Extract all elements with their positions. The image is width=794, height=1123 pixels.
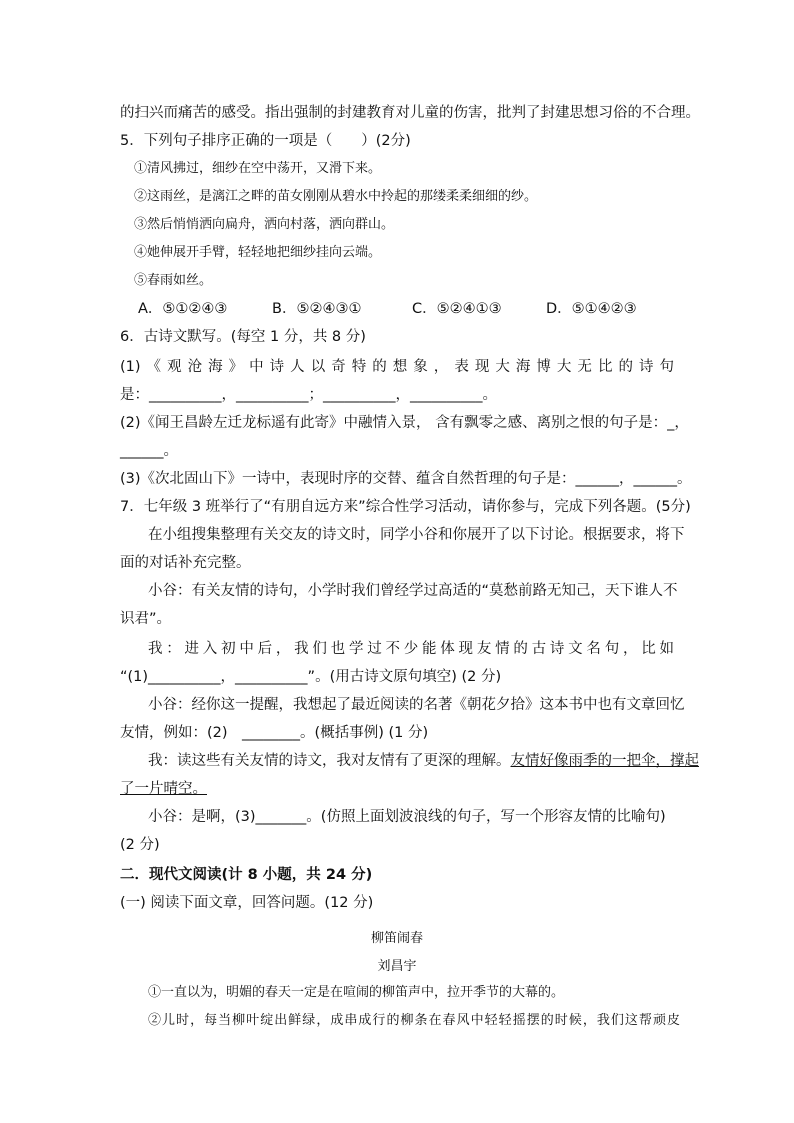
text-line: (1)《观沧海》中诗人以奇特的想象，表现大海博大无比的诗句: [120, 359, 674, 375]
option-a: A．⑤①②④③: [138, 301, 228, 317]
subsection-heading: (一) 阅读下面文章，回答问题。(12 分): [120, 895, 374, 911]
text-line: 小谷：经你这一提醒，我想起了最近阅读的名著《朝花夕拾》这本书中也有文章回忆: [148, 697, 685, 713]
question-5: 5．下列句子排序正确的一项是（ ）(2分): [120, 133, 411, 149]
sentence-5: ⑤春雨如丝。: [134, 273, 213, 288]
sentence-3: ③然后悄悄洒向扁舟，洒向村落，洒向群山。: [134, 217, 395, 232]
text-line: 在小组搜集整理有关交友的诗文时，同学小谷和你展开了以下讨论。根据要求，将下: [148, 527, 685, 543]
text-line: ______。: [120, 443, 178, 459]
sentence-4: ④她伸展开手臂，轻轻地把细纱挂向云端。: [134, 245, 382, 260]
text-line: 面的对话补充完整。: [120, 555, 251, 571]
article-paragraph: ①一直以为，明媚的春天一定是在喧闹的柳笛声中，拉开季节的大幕的。: [148, 985, 565, 1000]
text-line: 小谷：是啊，(3)_______。(仿照上面划波浪线的句子，写一个形容友情的比喻句): [148, 809, 666, 825]
sentence-2: ②这雨丝，是漓江之畔的苗女刚刚从碧水中拎起的那缕柔柔细细的纱。: [134, 189, 538, 204]
article-paragraph: ②儿时，每当柳叶绽出鲜绿，成串成行的柳条在春风中轻轻摇摆的时候，我们这帮顽皮: [148, 1013, 680, 1028]
option-b: B．⑤②④③①: [272, 301, 362, 317]
section-heading: 二．现代文阅读(计 8 小题，共 24 分): [120, 867, 373, 883]
text-segment: 我：读这些有关友情的诗文，我对友情有了更深的理解。: [148, 753, 511, 769]
article-title: 柳笛闹春: [370, 931, 423, 946]
option-d: D．⑤①④②③: [546, 301, 637, 317]
text-line: (3)《次北固山下》一诗中，表现时序的交替、蕴含自然哲理的句子是：______，______。: [120, 471, 692, 487]
sentence-1: ①清风拂过，细纱在空中荡开，又滑下来。: [134, 161, 382, 176]
option-c: C．⑤②④①③: [412, 301, 502, 317]
text-line: 的扫兴而痛苦的感受。指出强制的封建教育对儿童的伤害，批判了封建思想习俗的不合理。: [120, 105, 700, 121]
text-line: “(1)__________，__________”。(用古诗文原句填空) (2 分): [120, 669, 502, 685]
wavy-underlined-sentence: 友情好像雨季的一把伞，撑起: [510, 753, 699, 769]
text-line: (2 分): [120, 837, 160, 853]
text-line: 友情，例如：(2) ________。(概括事例) (1 分): [120, 725, 429, 741]
wavy-underlined-sentence: 了一片晴空。: [120, 781, 207, 797]
text-line: 识君”。: [120, 611, 172, 627]
question-7: 7．七年级 3 班举行了“有朋自远方来”综合性学习活动，请你参与，完成下列各题。(5分): [120, 499, 691, 515]
text-line: 是：__________，__________；__________，__________。: [120, 387, 497, 403]
text-line: 小谷：有关友情的诗句，小学时我们曾经学过高适的“莫愁前路无知己，天下谁人不: [148, 583, 678, 599]
text-line: (2)《闻王昌龄左迁龙标遥有此寄》中融情入景， 含有飘零之感、离别之恨的句子是：_，: [120, 415, 689, 431]
question-6: 6．古诗文默写。(每空 1 分，共 8 分): [120, 329, 366, 345]
text-line: 我：进入初中后，我们也学过不少能体现友情的古诗文名句，比如: [148, 641, 674, 657]
text-line: [148, 751, 699, 771]
article-author: 刘昌宇: [377, 959, 417, 974]
